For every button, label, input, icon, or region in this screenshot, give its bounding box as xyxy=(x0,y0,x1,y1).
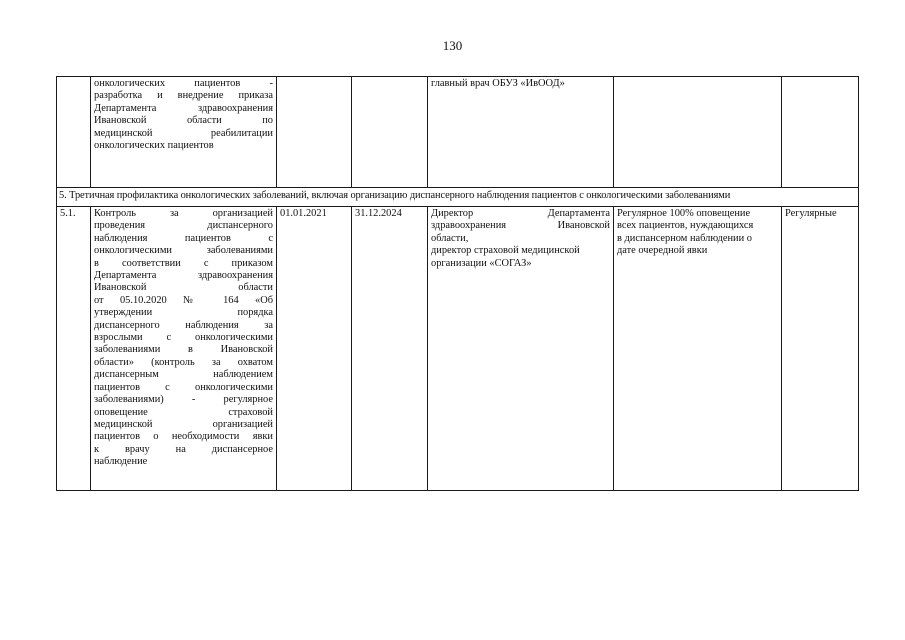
cell-frequency: Регулярные xyxy=(782,207,859,491)
responsible-line: директор страховой медицинской xyxy=(431,245,580,257)
measure-line: заболеваниями в Ивановской xyxy=(94,344,273,356)
measure-line: пациентов о необходимости явки xyxy=(94,431,273,443)
cell-end-date xyxy=(352,77,428,188)
measure-line: заболеваниями) - регулярное xyxy=(94,394,273,406)
page-number: 130 xyxy=(442,38,463,53)
responsible-line: здравоохранения Ивановской xyxy=(431,220,610,232)
table-row-continuation xyxy=(57,77,859,188)
measure-line: утверждении порядка xyxy=(94,307,273,319)
measure-line: диспансерного наблюдения за xyxy=(94,319,273,331)
cell-result xyxy=(614,77,782,188)
cell-frequency xyxy=(782,77,859,188)
measure-line: медицинской реабилитации xyxy=(94,127,273,139)
cell-end-date: 31.12.2024 xyxy=(352,207,428,491)
measure-line: Департамента здравоохранения xyxy=(94,270,273,282)
measure-line: Департамента здравоохранения xyxy=(94,102,273,114)
cell-responsible xyxy=(428,207,614,491)
measure-line: в соответствии с приказом xyxy=(94,257,273,269)
measure-line: медицинской организацией xyxy=(94,418,273,430)
cell-measure xyxy=(91,207,277,491)
measure-line: взрослыми с онкологическими xyxy=(94,332,273,344)
cell-measure xyxy=(91,77,277,188)
responsible-line: области, xyxy=(431,232,469,244)
measure-line: разработка и внедрение приказа xyxy=(94,90,273,102)
measure-line: к врачу на диспансерное xyxy=(94,443,273,455)
cell-number: 5.1. xyxy=(57,207,91,491)
measure-line: онкологических пациентов xyxy=(94,140,214,152)
table-row-5-1 xyxy=(57,207,859,491)
measure-line: проведения диспансерного xyxy=(94,220,273,232)
result-line: в диспансерном наблюдении о xyxy=(617,232,752,244)
measure-line: наблюдения пациентов с xyxy=(94,232,273,244)
cell-number xyxy=(57,77,91,188)
measure-line: онкологическими заболеваниями xyxy=(94,245,273,257)
table-row-section xyxy=(57,188,859,207)
measure-line: онкологических пациентов - xyxy=(94,78,273,89)
result-line: Регулярное 100% оповещение xyxy=(617,208,751,219)
measures-table xyxy=(56,76,859,491)
measure-line: пациентов с онкологическими xyxy=(94,381,273,393)
measure-line: Ивановской области xyxy=(94,282,273,294)
cell-start-date xyxy=(277,77,352,188)
measure-line: оповещение страховой xyxy=(94,406,273,418)
result-line: всех пациентов, нуждающихся xyxy=(617,220,754,232)
measure-line: диспансерным наблюдением xyxy=(94,369,273,381)
responsible-text: главный врач ОБУЗ «ИвООД» xyxy=(431,78,565,89)
measure-line: наблюдение xyxy=(94,456,148,468)
responsible-line: Директор Департамента xyxy=(431,208,610,219)
measure-line: Ивановской области по xyxy=(94,115,273,127)
cell-start-date: 01.01.2021 xyxy=(277,207,352,491)
measure-line: Контроль за организацией xyxy=(94,208,273,219)
measure-line: от 05.10.2020 № 164 «Об xyxy=(94,294,273,306)
responsible-line: организации «СОГАЗ» xyxy=(431,257,532,269)
cell-responsible xyxy=(428,77,614,188)
measure-line: области» (контроль за охватом xyxy=(94,356,273,368)
section-title: 5. Третичная профилактика онкологических заболеваний, включая организацию диспансерного наблюдения пациентов с онкологическими заболеваниями xyxy=(57,188,859,207)
result-line: дате очередной явки xyxy=(617,245,708,257)
cell-result xyxy=(614,207,782,491)
